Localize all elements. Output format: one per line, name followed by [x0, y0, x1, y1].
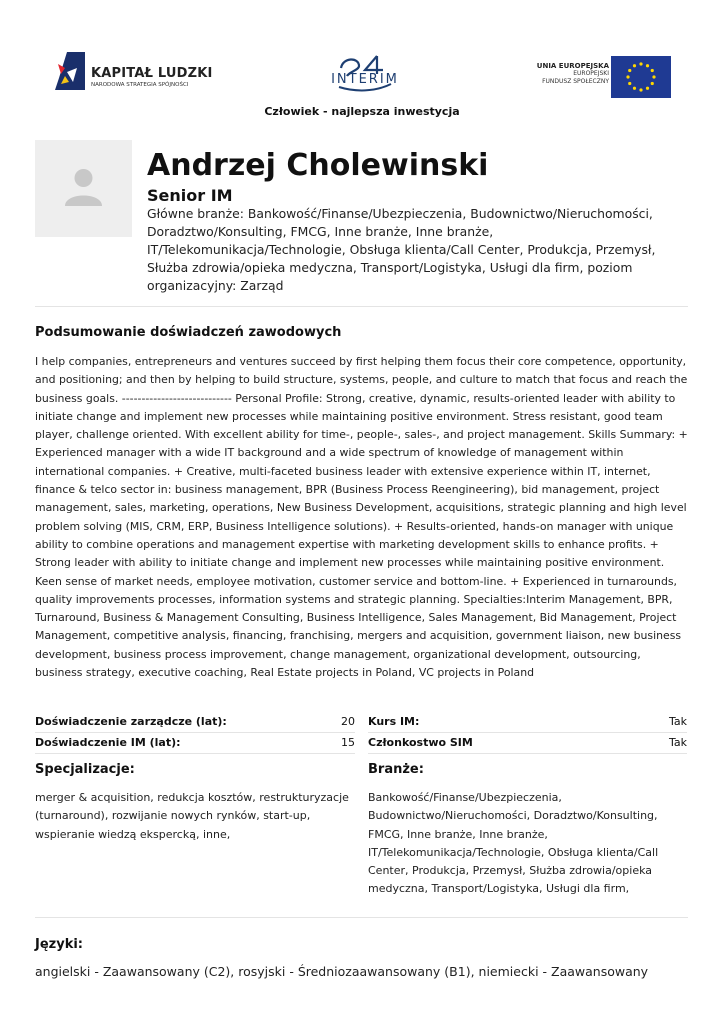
eu-star-icon: [652, 75, 655, 78]
eu-star-icon: [639, 88, 642, 91]
avatar: [35, 140, 132, 237]
languages-text: angielski - Zaawansowany (C2), rosyjski - Średniozaawansowany (B1), niemiecki - Zaawansowany: [35, 964, 649, 979]
eu-star-icon: [651, 69, 654, 72]
person-name: Andrzej Cholewinski: [147, 148, 489, 183]
interim24-logo: [320, 54, 410, 94]
eu-star-icon: [651, 82, 654, 85]
eu-star-icon: [628, 69, 631, 72]
divider: [35, 753, 355, 754]
stat-label: Kurs IM:: [368, 715, 420, 728]
eu-line1: UNIA EUROPEJSKA: [536, 62, 609, 70]
stat-label: Doświadczenie IM (lat):: [35, 736, 181, 749]
eu-line2: EUROPEJSKI: [573, 70, 609, 77]
stat-im-years: [35, 733, 355, 752]
kapital-ludzki-subtitle: NARODOWA STRATEGIA SPÓJNOŚCI: [91, 82, 189, 88]
eu-star-icon: [633, 87, 636, 90]
eu-star-icon: [646, 64, 649, 67]
industries-heading: Branże:: [368, 762, 424, 777]
eu-text: [537, 62, 609, 86]
stat-value: 20: [341, 715, 355, 728]
user-placeholder-icon: [35, 140, 132, 237]
stat-value: 15: [341, 736, 355, 749]
eu-line3: FUNDUSZ SPOŁECZNY: [542, 78, 609, 85]
eu-star-icon: [633, 64, 636, 67]
stat-value: Tak: [668, 736, 687, 749]
stat-im-course: [368, 712, 687, 731]
stat-management-years: [35, 712, 355, 731]
summary-text: I help companies, entrepreneurs and ventures succeed by first helping them focus their core competence, opportunity, and positioning; and then by helping to build structure, systems, people, and culture to match that focus and reach the business goals. ---------------------------- Personal Profile: Strong, creative, dynamic, results-oriented leader with ability to initiate change and implement new processes while maintaining positive environment. Stress resistant, good team player, challenge oriented. With excellent ability for time-, people-, sales-, and project management. Skills Summary: + Experienced manager with a wide IT background and a wide spectrum of knowledge of management within international companies. + Creative, multi-faceted business leader with extensive experience within IT, internet, finance & telco sector in: business management, BPR (Business Process Reengineering), bid management, project management, sales, marketing, operations, New Business Development, acquisitions, strategic planning and high level problem solving (MIS, CRM, ERP, Business Intelligence solutions). + Results-oriented, hands-on manager with unique ability to combine operations and management expertise with marketing development skills to enhance profits. + Strong leader with ability to initiate change and implement new processes while maintaining positive environment. Keen sense of market needs, employee motivation, customer service and bottom-line. + Experienced in turnarounds, quality improvements processes, information systems and strategic planning. Specialties:Interim Management, BPR, Turnaround, Business & Management Consulting, Business Intelligence, Sales Management, Bid Management, Project Management, competitive analysis, financing, franchising, mergers and acquisition, government liaison, new business development, business process improvement, change management, organizational development, outsourcing, business strategy, executive coaching, Real Estate projects in Poland, VC projects in Poland: [35, 355, 688, 680]
main-industries: Główne branże: Bankowość/Finanse/Ubezpieczenia, Budownictwo/Nieruchomości, Doradztwo/Konsulting, FMCG, Inne branże, Inne branże, IT/Telekomunikacja/Technologie, Obsługa klienta/Call Center, Produkcja, Przemysł, Służba zdrowia/opieka medyczna, Transport/Logistyka, Usługi dla firm, poziom organizacyjny: Zarząd: [147, 206, 656, 293]
eu-logo: [515, 56, 675, 100]
divider: [368, 753, 687, 754]
specializations-heading: Specjalizacje:: [35, 762, 135, 777]
eu-star-icon: [639, 62, 642, 65]
industries-text: Bankowość/Finanse/Ubezpieczenia, Budownictwo/Nieruchomości, Doradztwo/Konsulting, FMCG, Inne branże, Inne branże, IT/Telekomunikacja/Technologie, Obsługa klienta/Call Center, Produkcja, Przemysł, Służba zdrowia/opieka medyczna, Transport/Logistyka, Usługi dla firm,: [368, 791, 659, 896]
kapital-ludzki-mark-icon: [55, 52, 85, 90]
stat-label: Członkostwo SIM: [368, 736, 473, 749]
kapital-ludzki-logo: [55, 52, 215, 92]
languages-heading: Języki:: [35, 937, 83, 952]
person-role: Senior IM: [147, 186, 233, 205]
stat-label: Doświadczenie zarządcze (lat):: [35, 715, 227, 728]
interim-word: INTERIM: [331, 72, 399, 87]
specializations-text: merger & acquisition, redukcja kosztów, restrukturyzacje (turnaround), rozwijanie nowych rynków, start-up, wspieranie wiedzą ekspercką, inne,: [35, 791, 349, 841]
eu-star-icon: [628, 82, 631, 85]
eu-star-icon: [626, 75, 629, 78]
stat-sim-membership: [368, 733, 687, 752]
summary-heading: Podsumowanie doświadczeń zawodowych: [35, 325, 342, 340]
divider: [35, 917, 688, 918]
motto: Człowiek - najlepsza inwestycja: [264, 105, 460, 118]
stat-value: Tak: [668, 715, 687, 728]
kapital-ludzki-title: KAPITAŁ LUDZKI: [91, 66, 213, 81]
eu-star-icon: [646, 87, 649, 90]
divider: [35, 306, 688, 307]
eu-flag-icon: [611, 56, 671, 98]
